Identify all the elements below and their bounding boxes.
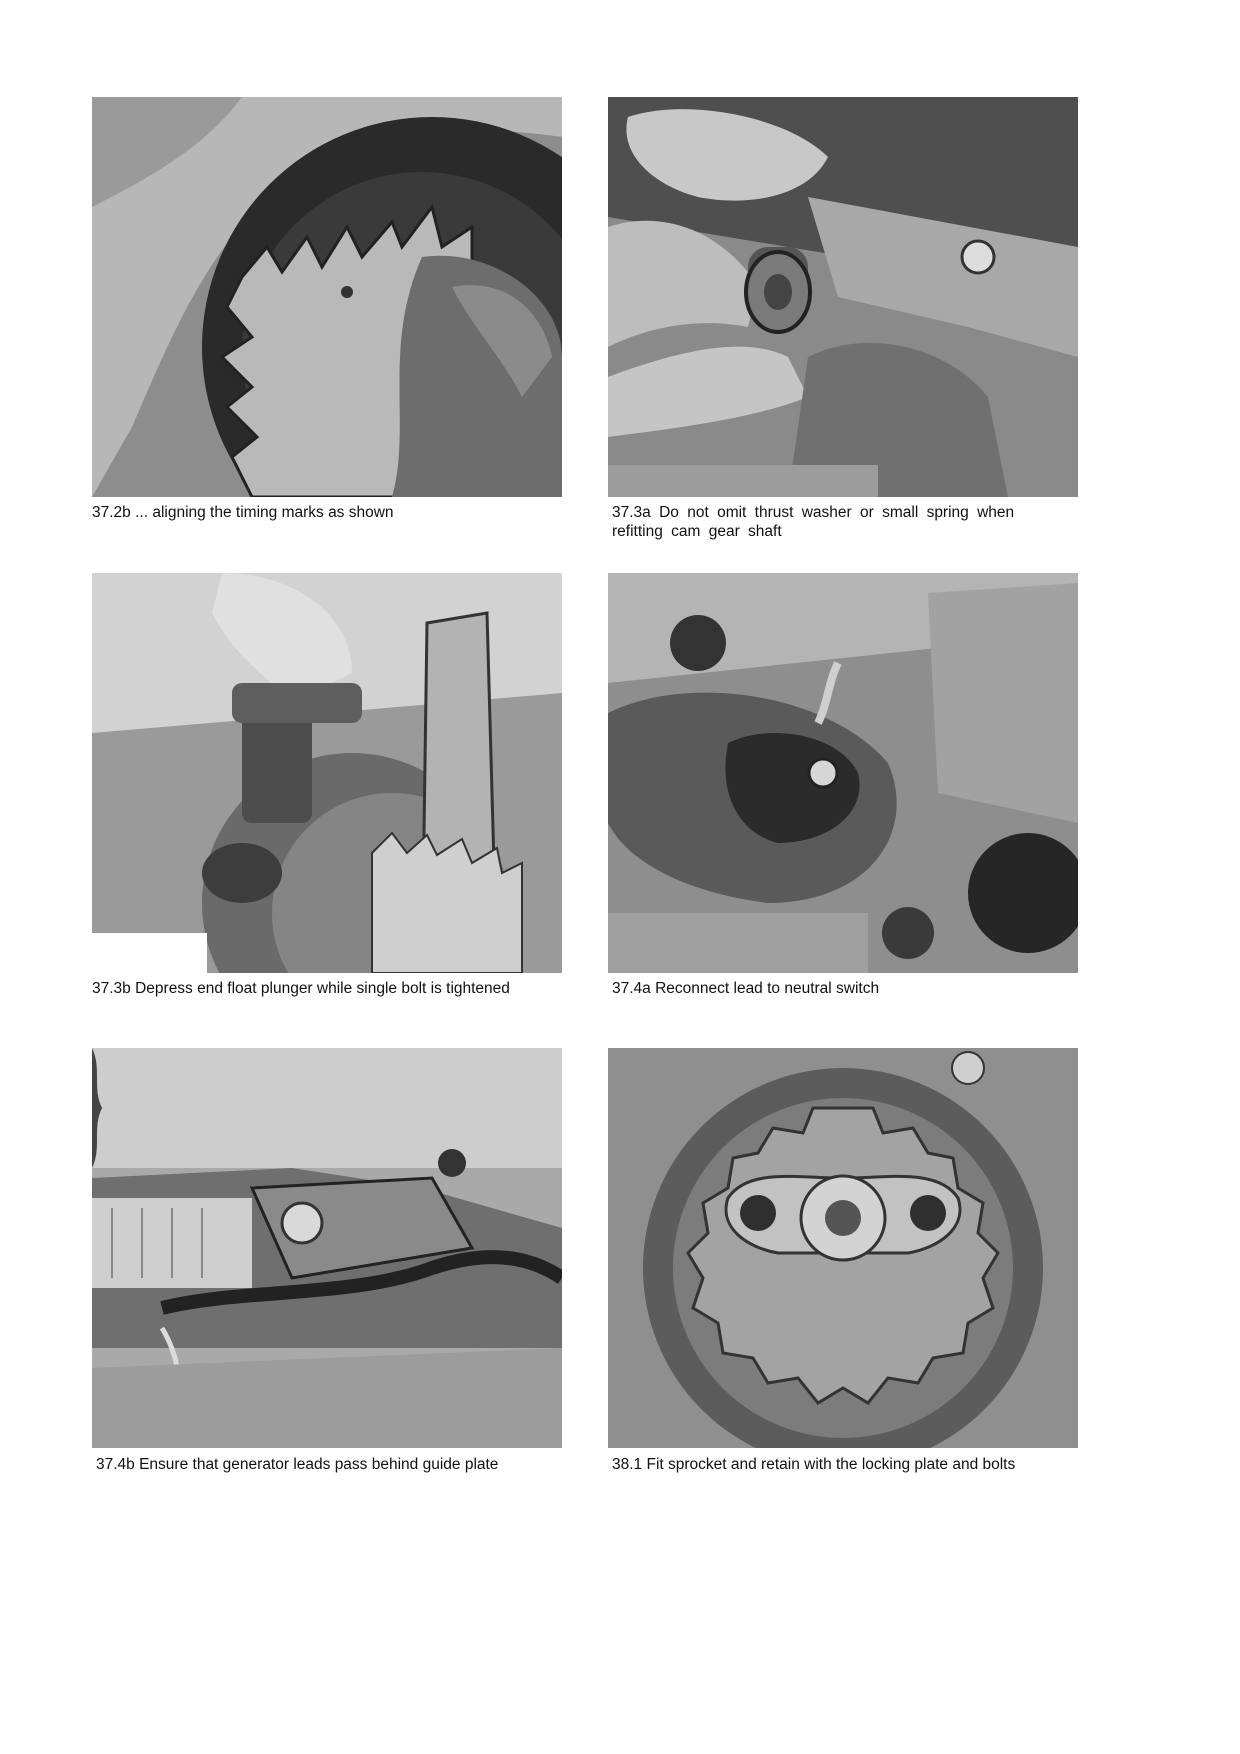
- photo-timing-gear: [92, 97, 562, 497]
- caption-38-1: 38.1 Fit sprocket and retain with the locking plate and bolts: [612, 1456, 1016, 1473]
- photo-end-float-plunger: [92, 573, 562, 973]
- caption-37-2b: 37.2b ... aligning the timing marks as shown: [92, 504, 394, 521]
- caption-37-3a: 37.3a Do not omit thrust washer or small spring when refitting cam gear shaft: [612, 504, 1015, 540]
- photo-sprocket: [608, 1048, 1078, 1448]
- photo-generator-leads: [92, 1048, 562, 1448]
- caption-37-3b: 37.3b Depress end float plunger while single bolt is tightened: [92, 980, 510, 997]
- photo-neutral-switch: [608, 573, 1078, 973]
- caption-37-4b: 37.4b Ensure that generator leads pass behind guide plate: [96, 1456, 499, 1473]
- caption-37-4a: 37.4a Reconnect lead to neutral switch: [612, 980, 880, 997]
- photo-cam-gear-shaft: [608, 97, 1078, 497]
